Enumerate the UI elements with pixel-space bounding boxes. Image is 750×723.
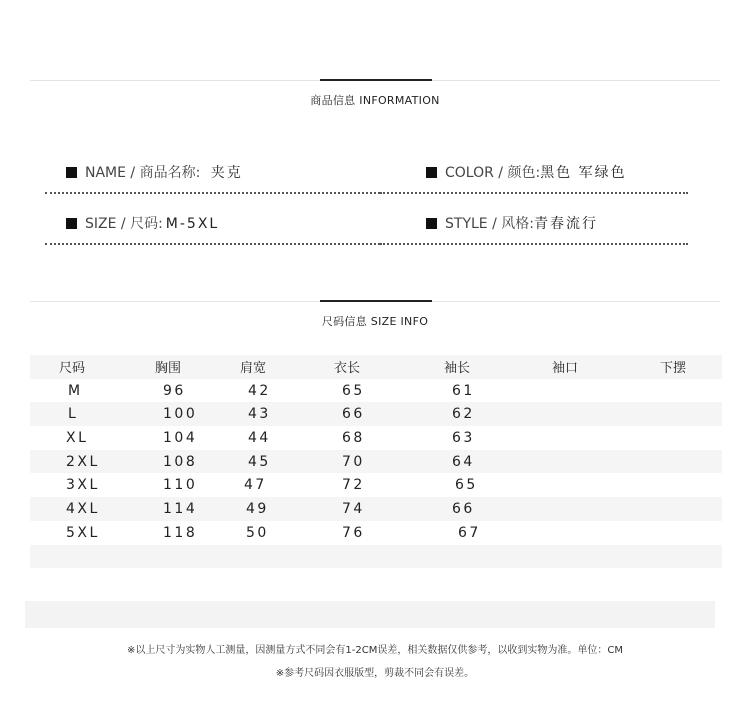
- table-row-empty: [30, 545, 722, 569]
- footer-band: [25, 601, 715, 628]
- shoulder-cell: 44: [248, 429, 271, 446]
- header-cell: 肩宽: [240, 361, 267, 377]
- dotted-divider: [380, 192, 688, 194]
- size-cell: 3XL: [66, 477, 100, 494]
- table-header-row: [30, 355, 722, 379]
- chest-cell: 114: [163, 500, 198, 517]
- table-row: [30, 402, 722, 426]
- style-item: [426, 213, 598, 233]
- header-cell: 尺码: [59, 361, 86, 377]
- table-row: [30, 473, 722, 497]
- size-cell: XL: [66, 429, 89, 446]
- measurement-note: ※以上尺寸为实物人工测量，因测量方式不同会有1-2CM误差，相关数据仅供参考，以收到实物为准。单位：CM: [127, 645, 623, 656]
- color-label: COLOR / 颜色:: [445, 165, 541, 181]
- square-bullet-icon: [66, 218, 77, 229]
- size-cell: L: [68, 406, 79, 423]
- length-cell: 65: [342, 382, 365, 399]
- size-cell: 4XL: [66, 500, 100, 517]
- style-label: STYLE / 风格:: [445, 216, 534, 232]
- sleeve-cell: 64: [452, 453, 475, 470]
- dotted-divider: [45, 192, 380, 194]
- dotted-divider: [45, 243, 380, 245]
- chest-cell: 104: [163, 429, 198, 446]
- length-cell: 66: [342, 406, 365, 423]
- shoulder-cell: 49: [246, 500, 269, 517]
- size-value: M-5XL: [165, 216, 220, 232]
- header-cell: 衣长: [334, 361, 361, 377]
- sleeve-cell: 67: [458, 524, 481, 541]
- shoulder-cell: 47: [244, 477, 267, 494]
- color-item: [426, 162, 627, 182]
- name-label: NAME / 商品名称:: [85, 165, 201, 181]
- size-label: SIZE / 尺码:: [85, 216, 163, 232]
- shoulder-cell: 45: [248, 453, 271, 470]
- header-cell: 袖长: [444, 361, 471, 377]
- title-accent-bar: [320, 300, 432, 302]
- chest-cell: 118: [163, 524, 198, 541]
- table-row: [30, 426, 722, 450]
- sleeve-cell: 61: [452, 382, 475, 399]
- size-cell: M: [68, 382, 83, 399]
- square-bullet-icon: [426, 218, 437, 229]
- length-cell: 68: [342, 429, 365, 446]
- table-row: [30, 497, 722, 521]
- sleeve-cell: 66: [452, 500, 475, 517]
- size-table: [30, 355, 722, 568]
- name-value: 夹克: [210, 165, 243, 181]
- size-cell: 5XL: [66, 524, 100, 541]
- header-cell: 胸围: [155, 361, 182, 377]
- length-cell: 70: [342, 453, 365, 470]
- length-cell: 76: [342, 524, 365, 541]
- chest-cell: 96: [163, 382, 186, 399]
- table-row: [30, 521, 722, 545]
- fit-note: ※参考尺码因衣服版型，剪裁不同会有误差。: [275, 668, 475, 679]
- size-cell: 2XL: [66, 453, 100, 470]
- color-value: 黑色 军绿色: [540, 165, 627, 181]
- sleeve-cell: 65: [455, 477, 478, 494]
- table-row: [30, 379, 722, 403]
- length-cell: 72: [342, 477, 365, 494]
- shoulder-cell: 43: [248, 406, 271, 423]
- chest-cell: 110: [163, 477, 198, 494]
- style-value: 青春流行: [533, 216, 598, 232]
- header-cell: 下摆: [660, 361, 687, 377]
- shoulder-cell: 50: [246, 524, 269, 541]
- table-row: [30, 450, 722, 474]
- dotted-divider: [380, 243, 688, 245]
- information-title: 商品信息 INFORMATION: [310, 94, 440, 107]
- chest-cell: 100: [163, 406, 198, 423]
- title-accent-bar: [320, 79, 432, 81]
- header-cell: 袖口: [552, 361, 579, 377]
- size-item: [66, 213, 219, 233]
- length-cell: 74: [342, 500, 365, 517]
- sleeve-cell: 62: [452, 406, 475, 423]
- sleeve-cell: 63: [452, 429, 475, 446]
- square-bullet-icon: [66, 167, 77, 178]
- chest-cell: 108: [163, 453, 198, 470]
- square-bullet-icon: [426, 167, 437, 178]
- shoulder-cell: 42: [248, 382, 271, 399]
- size-info-title: 尺码信息 SIZE INFO: [321, 315, 429, 328]
- name-item: [66, 162, 243, 182]
